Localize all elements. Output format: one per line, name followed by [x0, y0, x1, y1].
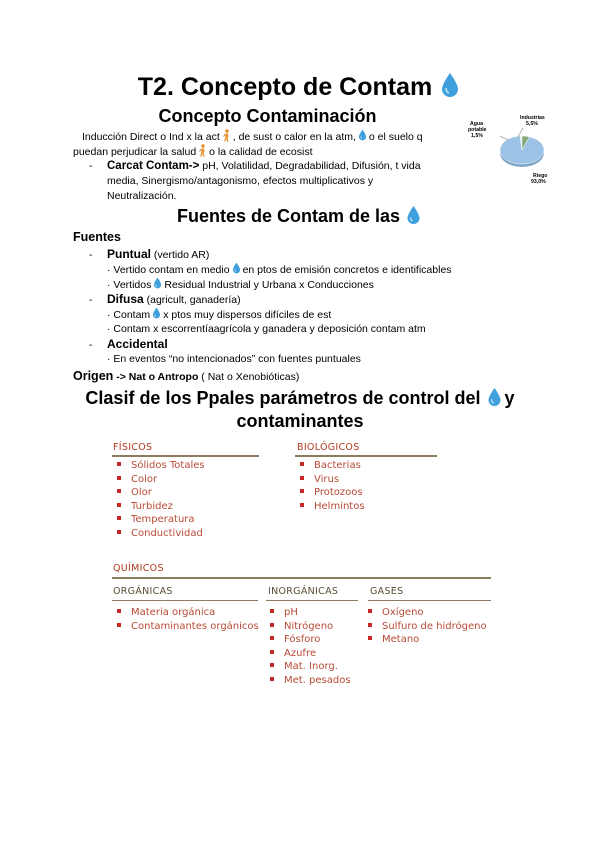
accidental-item: - Accidental: [89, 337, 168, 351]
difusa-bullet-1: [107, 307, 331, 323]
puntual-bullet-1: [107, 262, 452, 278]
clasif-heading-text: y: [504, 388, 515, 408]
origen-rest: ( Nat o Xenobióticas): [198, 371, 300, 383]
accidental-bullet-1: · En eventos “no intencionados” con fuentes puntuales: [107, 353, 361, 365]
organicas-title: ORGÁNICAS: [113, 586, 173, 597]
gases-title: GASES: [370, 586, 404, 597]
bullet-text: Residual Industrial y Urbana x Conducciones: [164, 279, 374, 291]
list-item: Metano: [368, 633, 487, 647]
water-drop-icon: [358, 129, 367, 141]
concepto-line-1: [82, 129, 423, 145]
difusa-note: (agricult, ganadería): [143, 294, 241, 306]
biologicos-rule: [295, 455, 437, 457]
list-item: Olor: [117, 486, 205, 500]
section-heading-clasif-line-2: contaminantes: [236, 411, 364, 431]
list-item: Fósforo: [270, 633, 351, 647]
water-drop-icon: [232, 262, 241, 274]
origen-label: Origen: [73, 369, 114, 383]
page-title: [0, 72, 600, 102]
puntual-note: (vertido AR): [151, 249, 210, 261]
list-item: Virus: [300, 473, 365, 487]
fuentes-label: Fuentes: [73, 230, 121, 244]
pie-label-industrias-value: 5,5%: [526, 121, 538, 127]
origen-bold: Nat o Antropo: [128, 371, 199, 383]
water-drop-icon: [152, 307, 161, 319]
fisicos-list: [117, 459, 205, 540]
list-item: Protozoos: [300, 486, 365, 500]
list-item: Sulfuro de hidrógeno: [368, 620, 487, 634]
accidental-label: Accidental: [107, 337, 168, 351]
pie-label-agua-2: potable: [468, 127, 487, 133]
concepto-text: Inducción Direct o Ind x la act: [82, 131, 220, 143]
gases-list: [368, 606, 487, 647]
pie-label-industrias: Industrias: [520, 115, 545, 121]
list-item: Bacterias: [300, 459, 365, 473]
bullet-text: · Vertido contam en medio: [107, 264, 230, 276]
difusa-item: - Difusa (agricult, ganadería): [89, 292, 241, 306]
inorganicas-title: INORGÁNICAS: [268, 586, 339, 597]
inorganicas-list: [270, 606, 351, 687]
puntual-label: Puntual: [107, 247, 151, 261]
difusa-bullet-2: · Contam x escorrentíaagrícola y ganadera y deposición contam atm: [107, 323, 426, 335]
list-item: Nitrógeno: [270, 620, 351, 634]
list-item: Sólidos Totales: [117, 459, 205, 473]
list-item: Color: [117, 473, 205, 487]
section-heading-concepto: Concepto Contaminación: [158, 106, 377, 126]
fisicos-rule: [112, 455, 259, 457]
list-item: Mat. Inorg.: [270, 660, 351, 674]
section-heading-clasif-line-1: [0, 387, 600, 409]
fisicos-title: FÍSICOS: [113, 442, 153, 453]
concepto-text: , de sust o calor en la atm,: [232, 131, 356, 143]
pie-chart-svg: [450, 110, 560, 190]
organicas-list: [117, 606, 259, 633]
biologicos-list: [300, 459, 365, 513]
concepto-text: puedan perjudicar la salud: [73, 146, 197, 158]
biologicos-title: BIOLÓGICOS: [297, 442, 360, 453]
quimicos-rule: [112, 577, 491, 579]
concepto-text: o el suelo q: [368, 131, 423, 143]
list-item: Oxígeno: [368, 606, 487, 620]
origen-arrow: ->: [113, 371, 129, 383]
carcat-line-3: Neutralización.: [107, 190, 177, 202]
section-heading-fuentes-text: Fuentes de Contam de las: [176, 206, 401, 226]
difusa-label: Difusa: [107, 292, 144, 306]
concepto-text: o la calidad de ecosist: [209, 146, 313, 158]
water-drop-icon: [153, 277, 162, 289]
list-item: Turbidez: [117, 500, 205, 514]
bullet-text: en ptos de emisión concretos e identificables: [242, 264, 452, 276]
clasif-heading-text: Clasif de los Ppales parámetros de control del: [85, 388, 481, 408]
list-item: pH: [270, 606, 351, 620]
list-item: Azufre: [270, 647, 351, 661]
gases-rule: [368, 600, 491, 601]
pie-label-agua-1: Agua: [470, 121, 483, 127]
section-heading-fuentes: [0, 205, 600, 227]
carcat-label: Carcat Contam->: [107, 160, 200, 172]
water-use-pie-chart: [450, 110, 560, 190]
quimicos-title: QUÍMICOS: [113, 563, 164, 574]
water-drop-icon: [487, 387, 502, 407]
bullet-text: · Vertidos: [107, 279, 152, 291]
list-item: Temperatura: [117, 513, 205, 527]
organicas-rule: [112, 600, 258, 601]
pie-label-agua-value: 1,5%: [471, 133, 483, 139]
carcat-text: pH, Volatilidad, Degradabilidad, Difusión, t vida: [199, 160, 421, 172]
water-drop-icon: [406, 205, 421, 225]
page-title-text: T2. Concepto de Contam: [137, 73, 433, 101]
list-item: Materia orgánica: [117, 606, 259, 620]
list-item: Conductividad: [117, 527, 205, 541]
inorganicas-rule: [266, 600, 358, 601]
list-item: Helmintos: [300, 500, 365, 514]
list-item: Contaminantes orgánicos: [117, 620, 259, 634]
bullet-text: · Contam: [107, 309, 151, 321]
page-title-row: [0, 72, 600, 102]
pie-label-riego-value: 93,0%: [531, 179, 546, 185]
concepto-line-2: [73, 144, 313, 160]
bullet-text: x ptos muy dispersos difíciles de est: [163, 309, 332, 321]
person-walking-icon: [222, 129, 231, 142]
water-drop-icon: [440, 72, 460, 98]
puntual-bullet-2: [107, 277, 374, 293]
puntual-item: - Puntual (vertido AR): [89, 247, 210, 261]
person-walking-icon: [198, 144, 207, 157]
origen-line: [73, 369, 299, 383]
carcat-line-2: media, Sinergismo/antagonismo, efectos multiplicativos y: [107, 175, 374, 187]
pie-label-riego: Riego: [533, 173, 548, 179]
list-item: Met. pesados: [270, 674, 351, 688]
carcat-line-1: - Carcat Contam-> pH, Volatilidad, Degradabilidad, Difusión, t vida: [89, 160, 421, 172]
